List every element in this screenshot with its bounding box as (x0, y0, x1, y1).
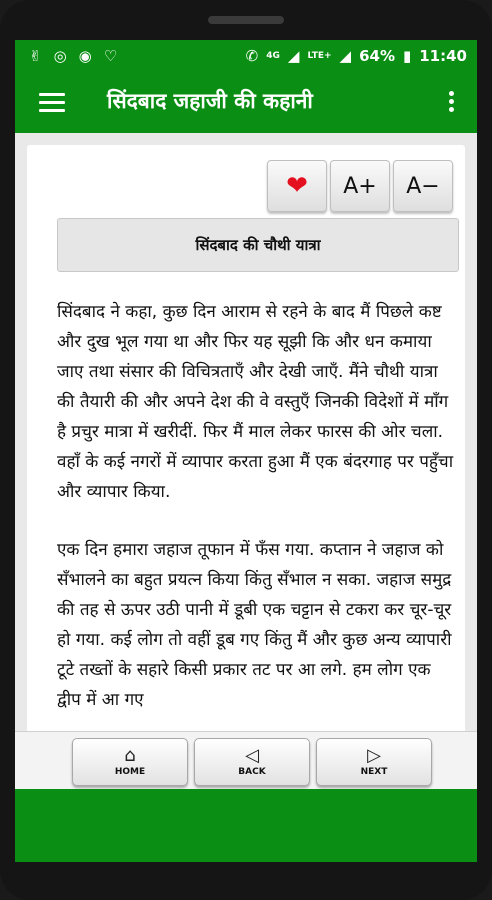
bottom-navigation (15, 731, 477, 790)
status-system-icons (246, 46, 467, 66)
reader-toolbar (267, 160, 453, 212)
app-bar (15, 73, 477, 133)
story-paragraph: एक दिन हमारा जहाज तूफान में फँस गया. कप्तान ने जहाज को सँभालने का बहुत प्रयत्न किया किंतु सँभाल न सका. जहाज समुद्र की तह से ऊपर उठी पानी में डूबी एक चट्टान से टकरा कर चूर-चूर हो गया. कई लोग तो वहीं डूब गए किंतु मैं और कुछ अन्य व्यापारी टूटे तख्तों के सहारे किसी प्रकार तट पर आ लगे. हम लोग एक द्वीप में आ गए (57, 540, 452, 710)
favorite-button[interactable] (267, 160, 327, 212)
next-triangle-icon: ▷ (367, 745, 381, 766)
home-button[interactable] (72, 738, 188, 786)
clock: 11:40 (419, 47, 467, 65)
speaker-grille (208, 16, 284, 24)
status-bar (15, 40, 477, 73)
back-triangle-icon: ◁ (245, 745, 259, 766)
status-notification-icons (29, 46, 117, 66)
chapter-title: सिंदबाद की चौथी यात्रा (57, 218, 459, 272)
heart-icon: ❤ (286, 171, 308, 201)
phone-icon: ✆ (245, 47, 259, 65)
signal-label: 4G (266, 51, 280, 61)
next-button[interactable] (316, 738, 432, 786)
back-label: BACK (238, 767, 266, 777)
story-text[interactable] (57, 297, 457, 731)
signal-icon: ◢ (339, 47, 352, 65)
whatsapp-icon: ◎ (53, 47, 67, 65)
footer-banner (15, 789, 477, 862)
screen (15, 40, 477, 862)
back-button[interactable] (194, 738, 310, 786)
battery-percent: 64% (359, 47, 395, 65)
hamburger-menu-icon[interactable] (39, 93, 65, 113)
record-icon: ◉ (78, 47, 92, 65)
battery-icon: ▮ (402, 47, 412, 65)
lte-label: LTE+ (307, 51, 332, 61)
home-icon: ⌂ (124, 745, 136, 766)
heart-icon: ♡ (103, 47, 118, 65)
content-area (15, 133, 477, 731)
font-decrease-button[interactable]: A− (393, 160, 453, 212)
font-increase-button[interactable]: A+ (330, 160, 390, 212)
more-options-icon[interactable] (449, 91, 455, 115)
signal-icon: ◢ (287, 47, 300, 65)
app-title: सिंदबाद जहाजी की कहानी (107, 89, 313, 113)
home-label: HOME (114, 767, 146, 777)
story-card (27, 145, 465, 745)
story-paragraph: सिंदबाद ने कहा, कुछ दिन आराम से रहने के बाद मैं पिछले कष्ट और दुख भूल गया था और फिर यह सूझी कि और धन कमाया जाए तथा संसार की विचित्रताएँ और देखी जाएँ. मैंने चौथी यात्रा की तैयारी की और अपने देश की वे वस्तुएँ जिनकी विदेशों में माँग है प्रचुर मात्रा में खरीदीं. फिर मैं माल लेकर फारस की ओर चला. वहाँ के कई नगरों में व्यापार करता हुआ मैं एक बंदरगाह पर पहुँचा और व्यापार किया. (57, 302, 454, 502)
victory-hand-icon: ✌ (29, 47, 42, 65)
next-label: NEXT (360, 767, 388, 777)
